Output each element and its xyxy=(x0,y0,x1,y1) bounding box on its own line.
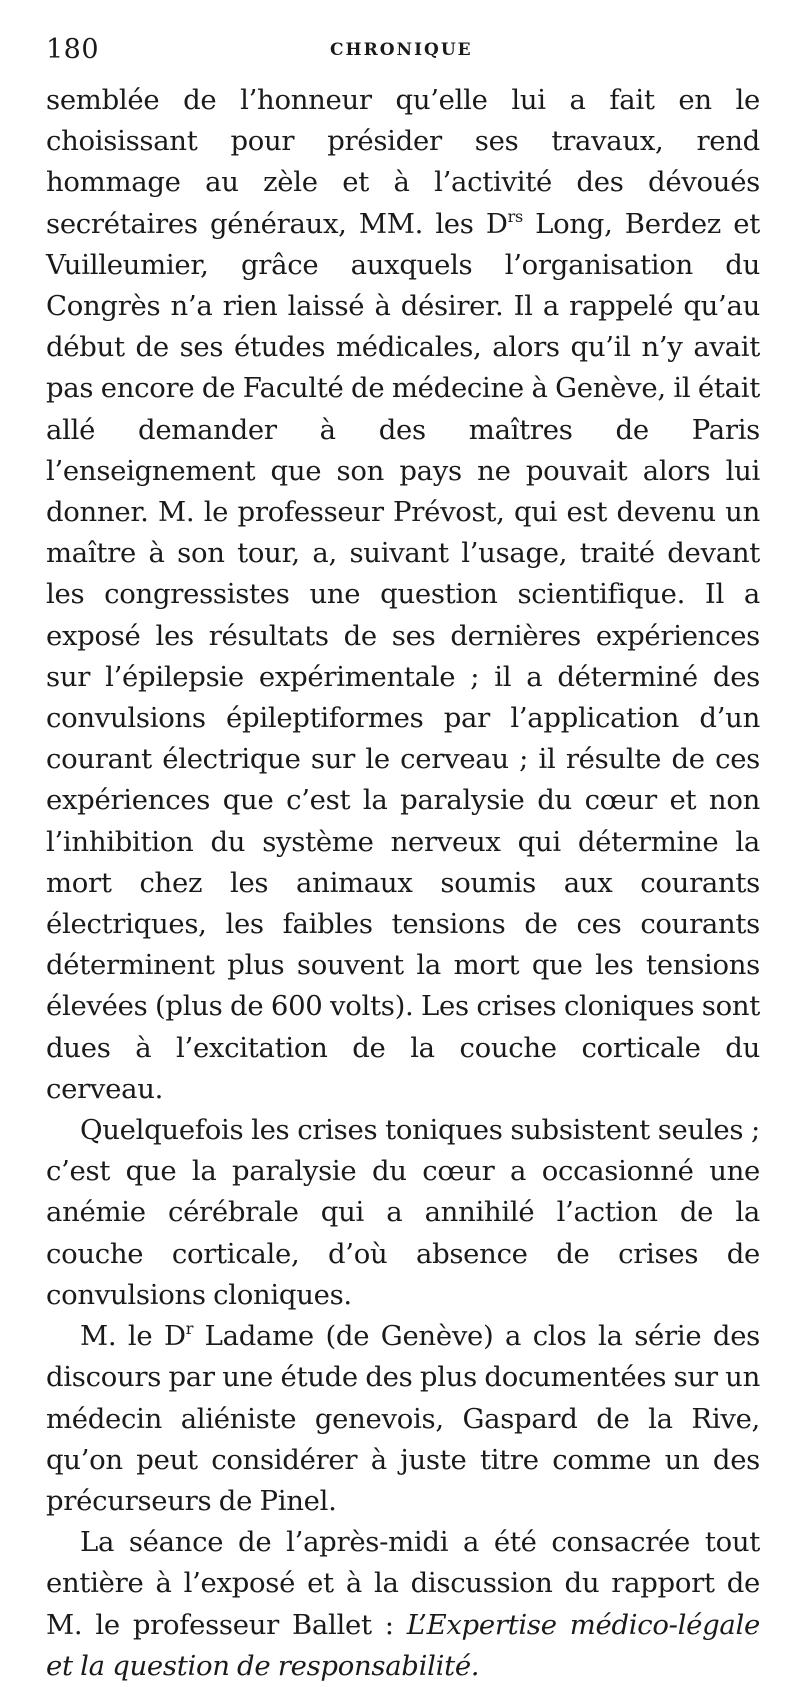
paragraph-3-text-b: Ladame (de Genève) a clos la série des discours par une étude des plus documentées sur un médecin aliéniste genevois, Gaspard de la Rive, qu’on peut considérer à juste titre comme un des précurseurs de Pinel. xyxy=(46,1320,760,1517)
paragraph-3-text-a: M. le D xyxy=(80,1320,186,1353)
paragraph-1-text-b: Long, Berdez et Vuilleumier, grâce auxquels l’organisation du Congrès n’a rien laissé à désirer. Il a rappelé qu’au début de ses études médicales, alors qu’il n’y avait pas encore de Faculté de médecine à Genève, il était allé demander à des maîtres de Paris l’enseignement que son pays ne pouvait alors lui donner. M. le professeur Prévost, qui est devenu un maître à son tour, a, suivant l’usage, traité devant les congressistes une question scientifique. Il a exposé les résultats de ses dernières expériences sur l’épilepsie expérimentale ; il a déterminé des convulsions épileptiformes par l’application d’un courant électrique sur le cerveau ; il résulte de ces expériences que c’est la paralysie du cœur et non l’inhibition du système nerveux qui détermine la mort chez les animaux soumis aux courants électriques, les faibles tensions de ces courants déterminent plus souvent la mort que les tensions élevées (plus de 600 volts). Les crises cloniques sont dues à l’excitation de la couche corticale du cerveau. xyxy=(46,207,760,1105)
running-head: CHRONIQUE xyxy=(330,40,473,60)
paragraph-3-superscript: r xyxy=(185,1319,194,1339)
paragraph-4-text-a: La séance de l’après-midi a été consacrée tout entière à l’exposé et à la discussion du rapport de M. le professeur Ballet : xyxy=(46,1526,760,1641)
paragraph-4 xyxy=(46,1522,760,1687)
page-header xyxy=(46,34,760,68)
paragraph-1 xyxy=(46,80,760,1110)
paragraph-1-text-a: semblée de l’honneur qu’elle lui a fait en le choisissant pour présider ses travaux, rend hommage au zèle et à l’activité des dévoués secrétaires généraux, MM. les D xyxy=(46,84,760,240)
report-title-italic: L’Expertise médico-légale et la question de responsabilité. xyxy=(46,1608,760,1682)
paragraph-2: Quelquefois les crises toniques subsistent seules ; c’est que la paralysie du cœur a occasionné une anémie cérébrale qui a annihilé l’action de la couche corticale, d’où absence de crises de convulsions cloniques. xyxy=(46,1114,760,1311)
paragraph-3 xyxy=(46,1316,760,1522)
paragraph-1-superscript: rs xyxy=(507,206,523,226)
page-number: 180 xyxy=(46,34,100,65)
body-text xyxy=(46,80,760,1687)
